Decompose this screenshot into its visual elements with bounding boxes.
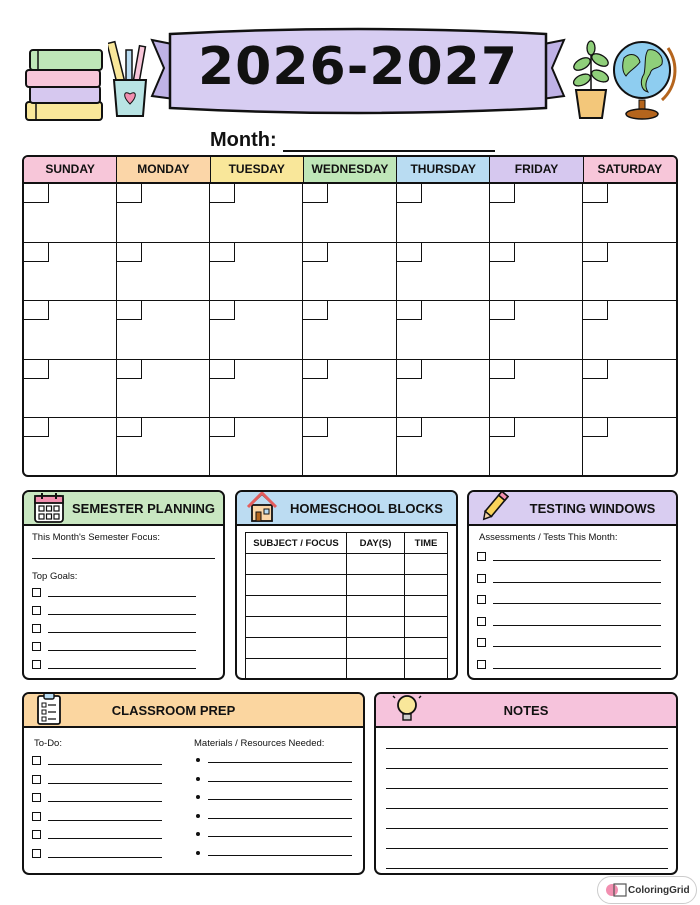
- material-bullet: [196, 758, 200, 762]
- watermark-badge: [597, 876, 697, 904]
- assessment-line[interactable]: [493, 625, 661, 626]
- testing-windows-title: TESTING WINDOWS: [529, 500, 656, 516]
- date-number-box[interactable]: [490, 301, 515, 320]
- weekday-monday: MONDAY: [117, 157, 210, 182]
- table-cell[interactable]: [405, 554, 448, 575]
- semester-focus-line[interactable]: [32, 558, 215, 559]
- calendar-day-cell[interactable]: [490, 360, 583, 419]
- weekday-sunday: SUNDAY: [24, 157, 117, 182]
- table-cell[interactable]: [347, 554, 405, 575]
- material-line[interactable]: [208, 781, 352, 782]
- date-number-box[interactable]: [490, 184, 515, 203]
- table-cell[interactable]: [246, 617, 347, 638]
- date-number-box[interactable]: [583, 418, 608, 437]
- date-number-box[interactable]: [117, 418, 142, 437]
- calendar-day-cell[interactable]: [583, 418, 676, 477]
- monthly-calendar: [22, 155, 678, 477]
- plant-icon: [570, 40, 612, 120]
- semester-planning-header: [24, 492, 223, 526]
- goal-line[interactable]: [48, 650, 196, 651]
- month-blank-line[interactable]: [283, 130, 495, 152]
- calendar-day-cell[interactable]: [303, 301, 396, 360]
- date-number-box[interactable]: [210, 301, 235, 320]
- calendar-day-cell[interactable]: [24, 418, 117, 477]
- calendar-day-cell[interactable]: [397, 243, 490, 302]
- homeschool-blocks-title: HOMESCHOOL BLOCKS: [290, 500, 443, 516]
- table-cell[interactable]: [347, 575, 405, 596]
- table-cell[interactable]: [246, 659, 347, 680]
- todo-checkbox[interactable]: [32, 756, 41, 765]
- month-label: Month:: [210, 129, 277, 151]
- material-line[interactable]: [208, 855, 352, 856]
- material-line[interactable]: [208, 818, 352, 819]
- testing-windows-panel: [467, 490, 678, 680]
- date-number-box[interactable]: [583, 243, 608, 262]
- date-number-box[interactable]: [397, 418, 422, 437]
- notes-line[interactable]: [386, 748, 668, 749]
- todo-checkbox[interactable]: [32, 849, 41, 858]
- todo-checkbox[interactable]: [32, 830, 41, 839]
- todo-line[interactable]: [48, 801, 162, 802]
- assessment-checkbox[interactable]: [477, 638, 486, 647]
- table-cell[interactable]: [405, 596, 448, 617]
- todo-line[interactable]: [48, 838, 162, 839]
- date-number-box[interactable]: [117, 184, 142, 203]
- material-bullet: [196, 795, 200, 799]
- material-bullet: [196, 832, 200, 836]
- calendar-day-cell[interactable]: [490, 301, 583, 360]
- calendar-day-cell[interactable]: [490, 184, 583, 243]
- notes-title: NOTES: [503, 702, 549, 718]
- date-number-box[interactable]: [24, 360, 49, 379]
- todo-line[interactable]: [48, 820, 162, 821]
- calendar-day-cell[interactable]: [397, 360, 490, 419]
- semester-focus-label: This Month's Semester Focus:: [32, 532, 160, 543]
- goal-checkbox[interactable]: [32, 642, 41, 651]
- table-cell[interactable]: [246, 554, 347, 575]
- goal-line[interactable]: [48, 596, 196, 597]
- table-cell[interactable]: [347, 617, 405, 638]
- calendar-day-cell[interactable]: [303, 360, 396, 419]
- house-icon: [245, 490, 279, 526]
- table-row: [246, 638, 448, 659]
- material-line[interactable]: [208, 799, 352, 800]
- weekday-friday: FRIDAY: [490, 157, 583, 182]
- assessment-line[interactable]: [493, 646, 661, 647]
- notes-line[interactable]: [386, 868, 668, 869]
- calendar-icon: [32, 490, 66, 528]
- table-cell[interactable]: [347, 638, 405, 659]
- lightbulb-icon: [390, 692, 424, 728]
- date-number-box[interactable]: [210, 243, 235, 262]
- calendar-day-cell[interactable]: [210, 184, 303, 243]
- books-icon: [22, 40, 110, 124]
- date-number-box[interactable]: [583, 184, 608, 203]
- table-cell[interactable]: [405, 659, 448, 680]
- weekday-saturday: SATURDAY: [584, 157, 676, 182]
- todo-label: To-Do:: [34, 738, 62, 749]
- notes-line[interactable]: [386, 848, 668, 849]
- date-number-box[interactable]: [24, 243, 49, 262]
- calendar-day-cell[interactable]: [490, 243, 583, 302]
- calendar-day-cell[interactable]: [117, 418, 210, 477]
- weekday-header-row: [24, 157, 676, 184]
- table-cell[interactable]: [246, 596, 347, 617]
- todo-line[interactable]: [48, 783, 162, 784]
- table-cell[interactable]: [405, 638, 448, 659]
- goal-checkbox[interactable]: [32, 660, 41, 669]
- table-cell[interactable]: [405, 617, 448, 638]
- classroom-prep-header: [24, 694, 363, 728]
- date-number-box[interactable]: [117, 360, 142, 379]
- materials-label: Materials / Resources Needed:: [194, 738, 325, 749]
- semester-planning-panel: [22, 490, 225, 680]
- table-cell[interactable]: [405, 575, 448, 596]
- date-number-box[interactable]: [583, 360, 608, 379]
- calendar-day-cell[interactable]: [117, 301, 210, 360]
- calendar-day-cell[interactable]: [583, 243, 676, 302]
- table-cell[interactable]: [347, 659, 405, 680]
- date-number-box[interactable]: [303, 243, 328, 262]
- semester-planning-title: SEMESTER PLANNING: [71, 500, 215, 516]
- calendar-day-cell[interactable]: [397, 418, 490, 477]
- table-header-row: [246, 533, 448, 554]
- date-number-box[interactable]: [583, 301, 608, 320]
- date-number-box[interactable]: [490, 243, 515, 262]
- homeschool-blocks-table: [245, 532, 448, 680]
- pencil-icon: [477, 490, 511, 526]
- calendar-day-cell[interactable]: [117, 360, 210, 419]
- calendar-day-cell[interactable]: [117, 243, 210, 302]
- material-bullet: [196, 814, 200, 818]
- notes-line[interactable]: [386, 808, 668, 809]
- date-number-box[interactable]: [117, 301, 142, 320]
- calendar-grid: [24, 184, 676, 477]
- column-header-days: DAY(S): [347, 533, 405, 554]
- table-row: [246, 659, 448, 680]
- calendar-day-cell[interactable]: [210, 418, 303, 477]
- table-cell[interactable]: [246, 638, 347, 659]
- calendar-day-cell[interactable]: [24, 243, 117, 302]
- date-number-box[interactable]: [490, 360, 515, 379]
- weekday-tuesday: TUESDAY: [211, 157, 304, 182]
- date-number-box[interactable]: [117, 243, 142, 262]
- todo-line[interactable]: [48, 764, 162, 765]
- assessment-line[interactable]: [493, 603, 661, 604]
- assessments-label: Assessments / Tests This Month:: [479, 532, 618, 543]
- material-line[interactable]: [208, 762, 352, 763]
- goal-checkbox[interactable]: [32, 606, 41, 615]
- classroom-prep-title: CLASSROOM PREP: [111, 702, 236, 718]
- calendar-day-cell[interactable]: [303, 418, 396, 477]
- testing-windows-header: [469, 492, 676, 526]
- table-row: [246, 617, 448, 638]
- watermark-text: ColoringGrid: [628, 884, 690, 896]
- calendar-day-cell[interactable]: [397, 184, 490, 243]
- notes-header: [376, 694, 676, 728]
- weekday-thursday: THURSDAY: [397, 157, 490, 182]
- date-number-box[interactable]: [24, 301, 49, 320]
- top-goals-label: Top Goals:: [32, 571, 78, 582]
- calendar-day-cell[interactable]: [583, 301, 676, 360]
- date-number-box[interactable]: [397, 301, 422, 320]
- calendar-day-cell[interactable]: [210, 360, 303, 419]
- date-number-box[interactable]: [210, 184, 235, 203]
- homeschool-blocks-header: [237, 492, 456, 526]
- date-number-box[interactable]: [397, 360, 422, 379]
- assessment-checkbox[interactable]: [477, 595, 486, 604]
- todo-checkbox[interactable]: [32, 775, 41, 784]
- date-number-box[interactable]: [303, 184, 328, 203]
- date-number-box[interactable]: [24, 184, 49, 203]
- calendar-day-cell[interactable]: [210, 243, 303, 302]
- notes-panel: [374, 692, 678, 875]
- calendar-day-cell[interactable]: [397, 301, 490, 360]
- clipboard-icon: [32, 692, 66, 728]
- date-number-box[interactable]: [397, 184, 422, 203]
- date-number-box[interactable]: [24, 418, 49, 437]
- date-number-box[interactable]: [303, 418, 328, 437]
- notes-line[interactable]: [386, 828, 668, 829]
- calendar-day-cell[interactable]: [303, 184, 396, 243]
- assessment-line[interactable]: [493, 560, 661, 561]
- column-header-time: TIME: [405, 533, 448, 554]
- date-number-box[interactable]: [210, 418, 235, 437]
- date-number-box[interactable]: [490, 418, 515, 437]
- goal-line[interactable]: [48, 668, 196, 669]
- calendar-day-cell[interactable]: [24, 360, 117, 419]
- table-row: [246, 554, 448, 575]
- todo-checkbox[interactable]: [32, 793, 41, 802]
- column-header-subject: SUBJECT / FOCUS: [246, 533, 347, 554]
- date-number-box[interactable]: [303, 360, 328, 379]
- calendar-day-cell[interactable]: [583, 360, 676, 419]
- notes-line[interactable]: [386, 788, 668, 789]
- coloringgrid-logo-icon: [604, 880, 628, 900]
- month-field[interactable]: [210, 122, 495, 152]
- goal-line[interactable]: [48, 614, 196, 615]
- table-row: [246, 596, 448, 617]
- assessment-checkbox[interactable]: [477, 660, 486, 669]
- calendar-day-cell[interactable]: [24, 184, 117, 243]
- assessment-line[interactable]: [493, 668, 661, 669]
- calendar-day-cell[interactable]: [303, 243, 396, 302]
- assessment-checkbox[interactable]: [477, 552, 486, 561]
- todo-line[interactable]: [48, 857, 162, 858]
- calendar-day-cell[interactable]: [583, 184, 676, 243]
- date-number-box[interactable]: [397, 243, 422, 262]
- homeschool-blocks-panel: [235, 490, 458, 680]
- table-row: [246, 575, 448, 596]
- weekday-wednesday: WEDNESDAY: [304, 157, 397, 182]
- goal-line[interactable]: [48, 632, 196, 633]
- classroom-prep-panel: [22, 692, 365, 875]
- calendar-day-cell[interactable]: [117, 184, 210, 243]
- material-bullet: [196, 851, 200, 855]
- goal-checkbox[interactable]: [32, 588, 41, 597]
- calendar-day-cell[interactable]: [490, 418, 583, 477]
- assessment-line[interactable]: [493, 582, 661, 583]
- date-number-box[interactable]: [303, 301, 328, 320]
- pencil-cup-icon: [108, 38, 152, 120]
- assessment-checkbox[interactable]: [477, 574, 486, 583]
- assessment-checkbox[interactable]: [477, 617, 486, 626]
- calendar-day-cell[interactable]: [210, 301, 303, 360]
- year-title: 2026-2027: [197, 37, 519, 97]
- goal-checkbox[interactable]: [32, 624, 41, 633]
- calendar-day-cell[interactable]: [24, 301, 117, 360]
- table-cell[interactable]: [347, 596, 405, 617]
- globe-icon: [610, 30, 682, 122]
- notes-line[interactable]: [386, 768, 668, 769]
- table-cell[interactable]: [246, 575, 347, 596]
- todo-checkbox[interactable]: [32, 812, 41, 821]
- date-number-box[interactable]: [210, 360, 235, 379]
- material-line[interactable]: [208, 836, 352, 837]
- material-bullet: [196, 777, 200, 781]
